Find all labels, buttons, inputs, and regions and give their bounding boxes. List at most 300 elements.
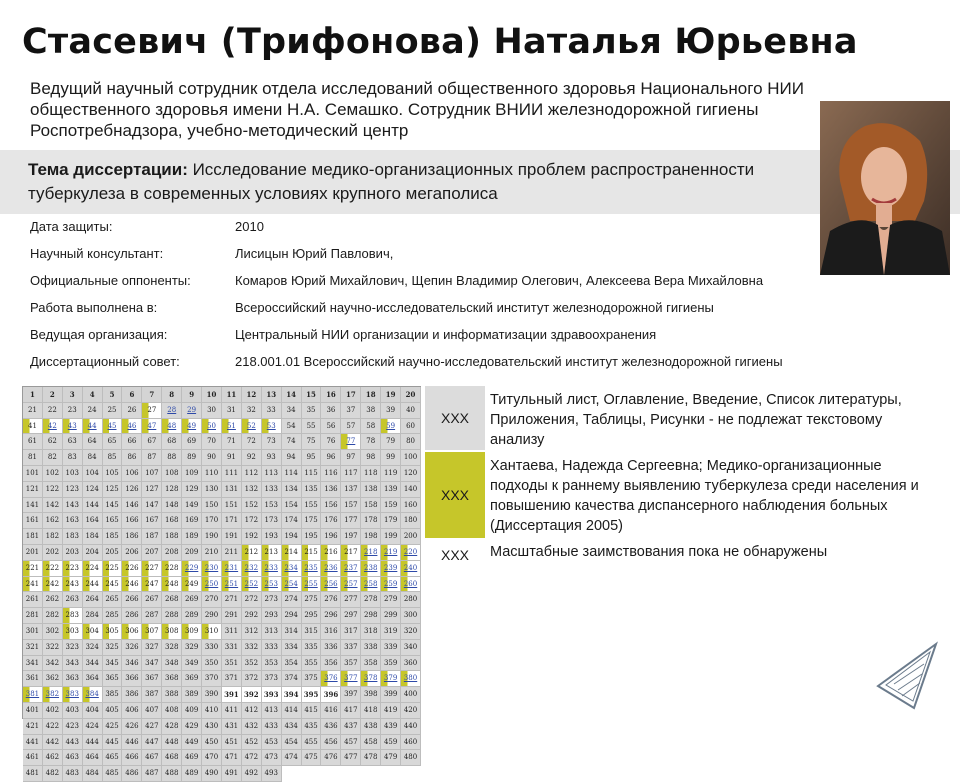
page-cell: 298 [361, 608, 381, 624]
page-cell: 405 [103, 703, 123, 719]
page-cell: 49 [182, 419, 202, 435]
page-cell: 284 [83, 608, 103, 624]
page-cell: 131 [222, 482, 242, 498]
page-cell: 23 [63, 403, 83, 419]
page-cell: 4 [83, 387, 103, 403]
page-cell: 282 [43, 608, 63, 624]
page-cell: 228 [162, 561, 182, 577]
page-cell: 30 [202, 403, 222, 419]
page-cell: 320 [401, 624, 421, 640]
page-cell: 143 [63, 498, 83, 514]
meta-value: 218.001.01 Всероссийский научно-исследовательский институт железнодорожной гигиены [235, 354, 783, 369]
page-cell: 44 [83, 419, 103, 435]
page-cell: 177 [341, 513, 361, 529]
page-cell: 93 [262, 450, 282, 466]
page-cell: 72 [242, 434, 262, 450]
page-cell: 130 [202, 482, 222, 498]
page-cell: 133 [262, 482, 282, 498]
page-cell: 260 [401, 577, 421, 593]
meta-key: Диссертационный совет: [30, 354, 180, 369]
page-cell: 214 [282, 545, 302, 561]
page-cell: 187 [142, 529, 162, 545]
page-cell: 224 [83, 561, 103, 577]
page-cell: 309 [182, 624, 202, 640]
page-cell: 452 [242, 735, 262, 751]
page-cell: 461 [23, 750, 43, 766]
page-cell: 1 [23, 387, 43, 403]
page-cell: 183 [63, 529, 83, 545]
page-cell: 311 [222, 624, 242, 640]
page-cell: 179 [381, 513, 401, 529]
page-cell: 174 [282, 513, 302, 529]
page-cell: 439 [381, 719, 401, 735]
page-cell: 389 [182, 687, 202, 703]
page-cell: 68 [162, 434, 182, 450]
page-cell: 301 [23, 624, 43, 640]
page-cell: 178 [361, 513, 381, 529]
page-cell: 466 [122, 750, 142, 766]
page-cell: 272 [242, 592, 262, 608]
legend-swatch: XXX [425, 540, 485, 570]
page-cell: 279 [381, 592, 401, 608]
page-cell: 338 [361, 640, 381, 656]
page-cell: 444 [83, 735, 103, 751]
page-cell: 116 [321, 466, 341, 482]
page-cell: 194 [282, 529, 302, 545]
page-cell: 475 [302, 750, 322, 766]
portrait-photo [820, 101, 950, 275]
page-cell: 79 [381, 434, 401, 450]
page-cell: 155 [302, 498, 322, 514]
page-cell: 410 [202, 703, 222, 719]
page-cell: 403 [63, 703, 83, 719]
page-cell: 57 [341, 419, 361, 435]
page-cell: 474 [282, 750, 302, 766]
page-cell: 97 [341, 450, 361, 466]
meta-value: 2010 [235, 219, 264, 234]
page-cell: 457 [341, 735, 361, 751]
page-cell: 283 [63, 608, 83, 624]
page-cell: 316 [321, 624, 341, 640]
page-cell: 92 [242, 450, 262, 466]
page-cell: 61 [23, 434, 43, 450]
page-cell: 419 [381, 703, 401, 719]
page-cell: 318 [361, 624, 381, 640]
page-cell: 52 [242, 419, 262, 435]
page-cell: 267 [142, 592, 162, 608]
page-cell: 167 [142, 513, 162, 529]
page-cell: 59 [381, 419, 401, 435]
page-cell: 370 [202, 671, 222, 687]
page-cell: 244 [83, 577, 103, 593]
page-cell: 119 [381, 466, 401, 482]
page-cell: 60 [401, 419, 421, 435]
page-cell: 86 [122, 450, 142, 466]
topic-text: Исследование медико-организационных проблем распространенности туберкулеза в современных условиях крупного мегаполиса [28, 160, 755, 203]
page-cell: 7 [142, 387, 162, 403]
page-cell: 163 [63, 513, 83, 529]
page-cell: 185 [103, 529, 123, 545]
page-cell: 425 [103, 719, 123, 735]
page-cell: 27 [142, 403, 162, 419]
page-cell: 300 [401, 608, 421, 624]
page-cell: 400 [401, 687, 421, 703]
page-cell: 140 [401, 482, 421, 498]
page-cell: 464 [83, 750, 103, 766]
page-cell: 394 [282, 687, 302, 703]
page-cell: 342 [43, 656, 63, 672]
page-cell: 396 [321, 687, 341, 703]
page-cell: 458 [361, 735, 381, 751]
page-cell: 257 [341, 577, 361, 593]
page-cell: 75 [302, 434, 322, 450]
page-cell: 248 [162, 577, 182, 593]
page-cell: 493 [262, 766, 282, 782]
page-cell: 350 [202, 656, 222, 672]
page-cell: 270 [202, 592, 222, 608]
page-cell: 96 [321, 450, 341, 466]
page-cell: 14 [282, 387, 302, 403]
page-cell: 247 [142, 577, 162, 593]
page-cell: 237 [341, 561, 361, 577]
page-cell: 406 [122, 703, 142, 719]
page-cell: 421 [23, 719, 43, 735]
page-cell: 184 [83, 529, 103, 545]
page-cell: 195 [302, 529, 322, 545]
page-cell: 120 [401, 466, 421, 482]
page-cell: 106 [122, 466, 142, 482]
page-cell: 66 [122, 434, 142, 450]
page-cell: 417 [341, 703, 361, 719]
page-cell: 436 [321, 719, 341, 735]
page-cell: 242 [43, 577, 63, 593]
page-cell: 202 [43, 545, 63, 561]
page-cell: 243 [63, 577, 83, 593]
page-cell: 322 [43, 640, 63, 656]
legend-row [425, 386, 945, 450]
page-cell: 292 [242, 608, 262, 624]
page-cell: 447 [142, 735, 162, 751]
page-cell: 307 [142, 624, 162, 640]
page-cell: 211 [222, 545, 242, 561]
page-cell: 94 [282, 450, 302, 466]
page-cell: 6 [122, 387, 142, 403]
meta-key: Дата защиты: [30, 219, 113, 234]
page-cell: 40 [401, 403, 421, 419]
page-cell: 344 [83, 656, 103, 672]
page-cell: 391 [222, 687, 242, 703]
page-cell: 334 [282, 640, 302, 656]
page-cell: 216 [321, 545, 341, 561]
page-cell: 387 [142, 687, 162, 703]
page-cell: 476 [321, 750, 341, 766]
page-cell: 385 [103, 687, 123, 703]
page-cell: 327 [142, 640, 162, 656]
page-cell: 229 [182, 561, 202, 577]
page-cell: 485 [103, 766, 123, 782]
page-cell: 142 [43, 498, 63, 514]
page-cell: 108 [162, 466, 182, 482]
page-cell: 48 [162, 419, 182, 435]
page-cell: 386 [122, 687, 142, 703]
page-cell: 124 [83, 482, 103, 498]
page-cell: 31 [222, 403, 242, 419]
page-cell: 373 [262, 671, 282, 687]
page-cell: 469 [182, 750, 202, 766]
page-cell: 353 [262, 656, 282, 672]
page-cell: 408 [162, 703, 182, 719]
page-cell: 361 [23, 671, 43, 687]
page-cell: 343 [63, 656, 83, 672]
page-cell: 191 [222, 529, 242, 545]
page-cell: 360 [401, 656, 421, 672]
page-cell: 226 [122, 561, 142, 577]
page-cell: 366 [122, 671, 142, 687]
page-cell: 356 [321, 656, 341, 672]
page-cell: 164 [83, 513, 103, 529]
page-cell: 424 [83, 719, 103, 735]
page-similarity-grid [22, 386, 421, 778]
page-cell: 299 [381, 608, 401, 624]
page-cell: 80 [401, 434, 421, 450]
page-cell: 483 [63, 766, 83, 782]
page-cell: 76 [321, 434, 341, 450]
page-cell: 180 [401, 513, 421, 529]
page-cell: 258 [361, 577, 381, 593]
page-cell: 208 [162, 545, 182, 561]
page-cell: 375 [302, 671, 322, 687]
page-cell: 29 [182, 403, 202, 419]
page-cell: 205 [103, 545, 123, 561]
page-cell: 423 [63, 719, 83, 735]
page-cell: 328 [162, 640, 182, 656]
page-cell: 351 [222, 656, 242, 672]
page-cell: 352 [242, 656, 262, 672]
page-cell: 91 [222, 450, 242, 466]
page-cell: 266 [122, 592, 142, 608]
page-cell: 397 [341, 687, 361, 703]
page-cell: 460 [401, 735, 421, 751]
page-cell: 2 [43, 387, 63, 403]
page-cell: 488 [162, 766, 182, 782]
page-cell: 215 [302, 545, 322, 561]
page-cell: 11 [222, 387, 242, 403]
page-cell: 47 [142, 419, 162, 435]
page-cell: 332 [242, 640, 262, 656]
page-cell: 484 [83, 766, 103, 782]
page-cell: 463 [63, 750, 83, 766]
page-cell: 46 [122, 419, 142, 435]
page-cell: 197 [341, 529, 361, 545]
page-cell: 310 [202, 624, 222, 640]
page-cell: 121 [23, 482, 43, 498]
page-cell: 125 [103, 482, 123, 498]
page-cell: 433 [262, 719, 282, 735]
page-cell: 312 [242, 624, 262, 640]
person-position: Ведущий научный сотрудник отдела исследований общественного здоровья Национального НИИ общественного здоровья имени Н.А. Семашко. Сотрудник ВНИИ железнодорожной гигиены Роспотребнадзора, учебно-методический центр [30, 79, 804, 140]
page-cell: 438 [361, 719, 381, 735]
page-cell: 376 [321, 671, 341, 687]
page-cell: 37 [341, 403, 361, 419]
page-cell: 441 [23, 735, 43, 751]
page-cell: 465 [103, 750, 123, 766]
meta-value: Комаров Юрий Михайлович, Щепин Владимир Олегович, Алексеева Вера Михайловна [235, 273, 764, 288]
page-cell: 218 [361, 545, 381, 561]
page-cell: 383 [63, 687, 83, 703]
page-cell: 451 [222, 735, 242, 751]
page-cell: 345 [103, 656, 123, 672]
page-cell: 285 [103, 608, 123, 624]
page-cell: 103 [63, 466, 83, 482]
page-cell: 456 [321, 735, 341, 751]
page-cell: 253 [262, 577, 282, 593]
page-cell: 147 [142, 498, 162, 514]
page-cell: 321 [23, 640, 43, 656]
page-cell: 213 [262, 545, 282, 561]
page-cell: 255 [302, 577, 322, 593]
page-cell: 138 [361, 482, 381, 498]
page-cell: 151 [222, 498, 242, 514]
page-cell: 388 [162, 687, 182, 703]
page-cell: 296 [321, 608, 341, 624]
page-cell: 217 [341, 545, 361, 561]
page-cell: 333 [262, 640, 282, 656]
page-cell: 430 [202, 719, 222, 735]
page-cell: 411 [222, 703, 242, 719]
page-cell: 83 [63, 450, 83, 466]
page-cell: 192 [242, 529, 262, 545]
page-cell: 171 [222, 513, 242, 529]
page-cell: 238 [361, 561, 381, 577]
page-cell: 149 [182, 498, 202, 514]
page-cell: 110 [202, 466, 222, 482]
page-cell: 261 [23, 592, 43, 608]
page-cell: 148 [162, 498, 182, 514]
page-cell: 384 [83, 687, 103, 703]
page-cell: 392 [242, 687, 262, 703]
page-cell: 364 [83, 671, 103, 687]
page-cell: 175 [302, 513, 322, 529]
page-cell: 209 [182, 545, 202, 561]
page-cell: 21 [23, 403, 43, 419]
page-cell: 363 [63, 671, 83, 687]
page-cell: 222 [43, 561, 63, 577]
page-cell: 118 [361, 466, 381, 482]
page-cell: 482 [43, 766, 63, 782]
page-cell: 337 [341, 640, 361, 656]
page-cell: 336 [321, 640, 341, 656]
page-cell: 256 [321, 577, 341, 593]
page-cell: 43 [63, 419, 83, 435]
page-cell: 348 [162, 656, 182, 672]
page-cell: 371 [222, 671, 242, 687]
page-cell: 55 [302, 419, 322, 435]
page-cell: 129 [182, 482, 202, 498]
page-cell: 472 [242, 750, 262, 766]
page-cell: 42 [43, 419, 63, 435]
page-cell: 249 [182, 577, 202, 593]
page-cell: 225 [103, 561, 123, 577]
page-cell: 455 [302, 735, 322, 751]
page-cell: 232 [242, 561, 262, 577]
page-cell: 245 [103, 577, 123, 593]
page-cell: 357 [341, 656, 361, 672]
page-cell: 470 [202, 750, 222, 766]
page-cell: 491 [222, 766, 242, 782]
page-cell: 379 [381, 671, 401, 687]
page-cell: 372 [242, 671, 262, 687]
page-cell: 415 [302, 703, 322, 719]
page-cell: 58 [361, 419, 381, 435]
page-cell: 12 [242, 387, 262, 403]
page-cell: 33 [262, 403, 282, 419]
page-cell: 82 [43, 450, 63, 466]
page-cell: 265 [103, 592, 123, 608]
page-cell: 324 [83, 640, 103, 656]
page-cell: 453 [262, 735, 282, 751]
page-cell: 398 [361, 687, 381, 703]
page-cell: 306 [122, 624, 142, 640]
page-cell: 160 [401, 498, 421, 514]
page-cell: 409 [182, 703, 202, 719]
page-cell: 234 [282, 561, 302, 577]
page-cell: 24 [83, 403, 103, 419]
page-cell: 378 [361, 671, 381, 687]
page-cell: 294 [282, 608, 302, 624]
page-cell: 459 [381, 735, 401, 751]
page-cell: 454 [282, 735, 302, 751]
page-cell: 22 [43, 403, 63, 419]
page-cell: 427 [142, 719, 162, 735]
page-cell: 330 [202, 640, 222, 656]
page-cell: 487 [142, 766, 162, 782]
page-cell: 445 [103, 735, 123, 751]
page-cell: 492 [242, 766, 262, 782]
page-cell: 354 [282, 656, 302, 672]
page-cell: 115 [302, 466, 322, 482]
page-cell: 113 [262, 466, 282, 482]
page-cell: 5 [103, 387, 123, 403]
page-cell: 259 [381, 577, 401, 593]
page-cell: 273 [262, 592, 282, 608]
page-cell: 435 [302, 719, 322, 735]
page-cell: 158 [361, 498, 381, 514]
page-cell: 206 [122, 545, 142, 561]
legend-row [425, 452, 945, 538]
page-cell: 53 [262, 419, 282, 435]
legend-text: Хантаева, Надежда Сергеевна; Медико-организационные подходы к раннему выявлению туберкулеза среди населения и повышению качества диспансерного наблюдения больных (Диссертация 2005) [490, 458, 919, 534]
page-cell: 54 [282, 419, 302, 435]
page-cell: 74 [282, 434, 302, 450]
page-cell: 395 [302, 687, 322, 703]
page-cell: 431 [222, 719, 242, 735]
page-cell: 45 [103, 419, 123, 435]
page-cell: 340 [401, 640, 421, 656]
page-cell: 264 [83, 592, 103, 608]
page-cell: 335 [302, 640, 322, 656]
page-cell: 254 [282, 577, 302, 593]
page-cell: 287 [142, 608, 162, 624]
page-cell: 402 [43, 703, 63, 719]
page-cell: 233 [262, 561, 282, 577]
page-cell: 274 [282, 592, 302, 608]
page-cell: 443 [63, 735, 83, 751]
page-cell: 468 [162, 750, 182, 766]
page-cell: 9 [182, 387, 202, 403]
page-cell: 159 [381, 498, 401, 514]
page-cell: 104 [83, 466, 103, 482]
page-cell: 157 [341, 498, 361, 514]
